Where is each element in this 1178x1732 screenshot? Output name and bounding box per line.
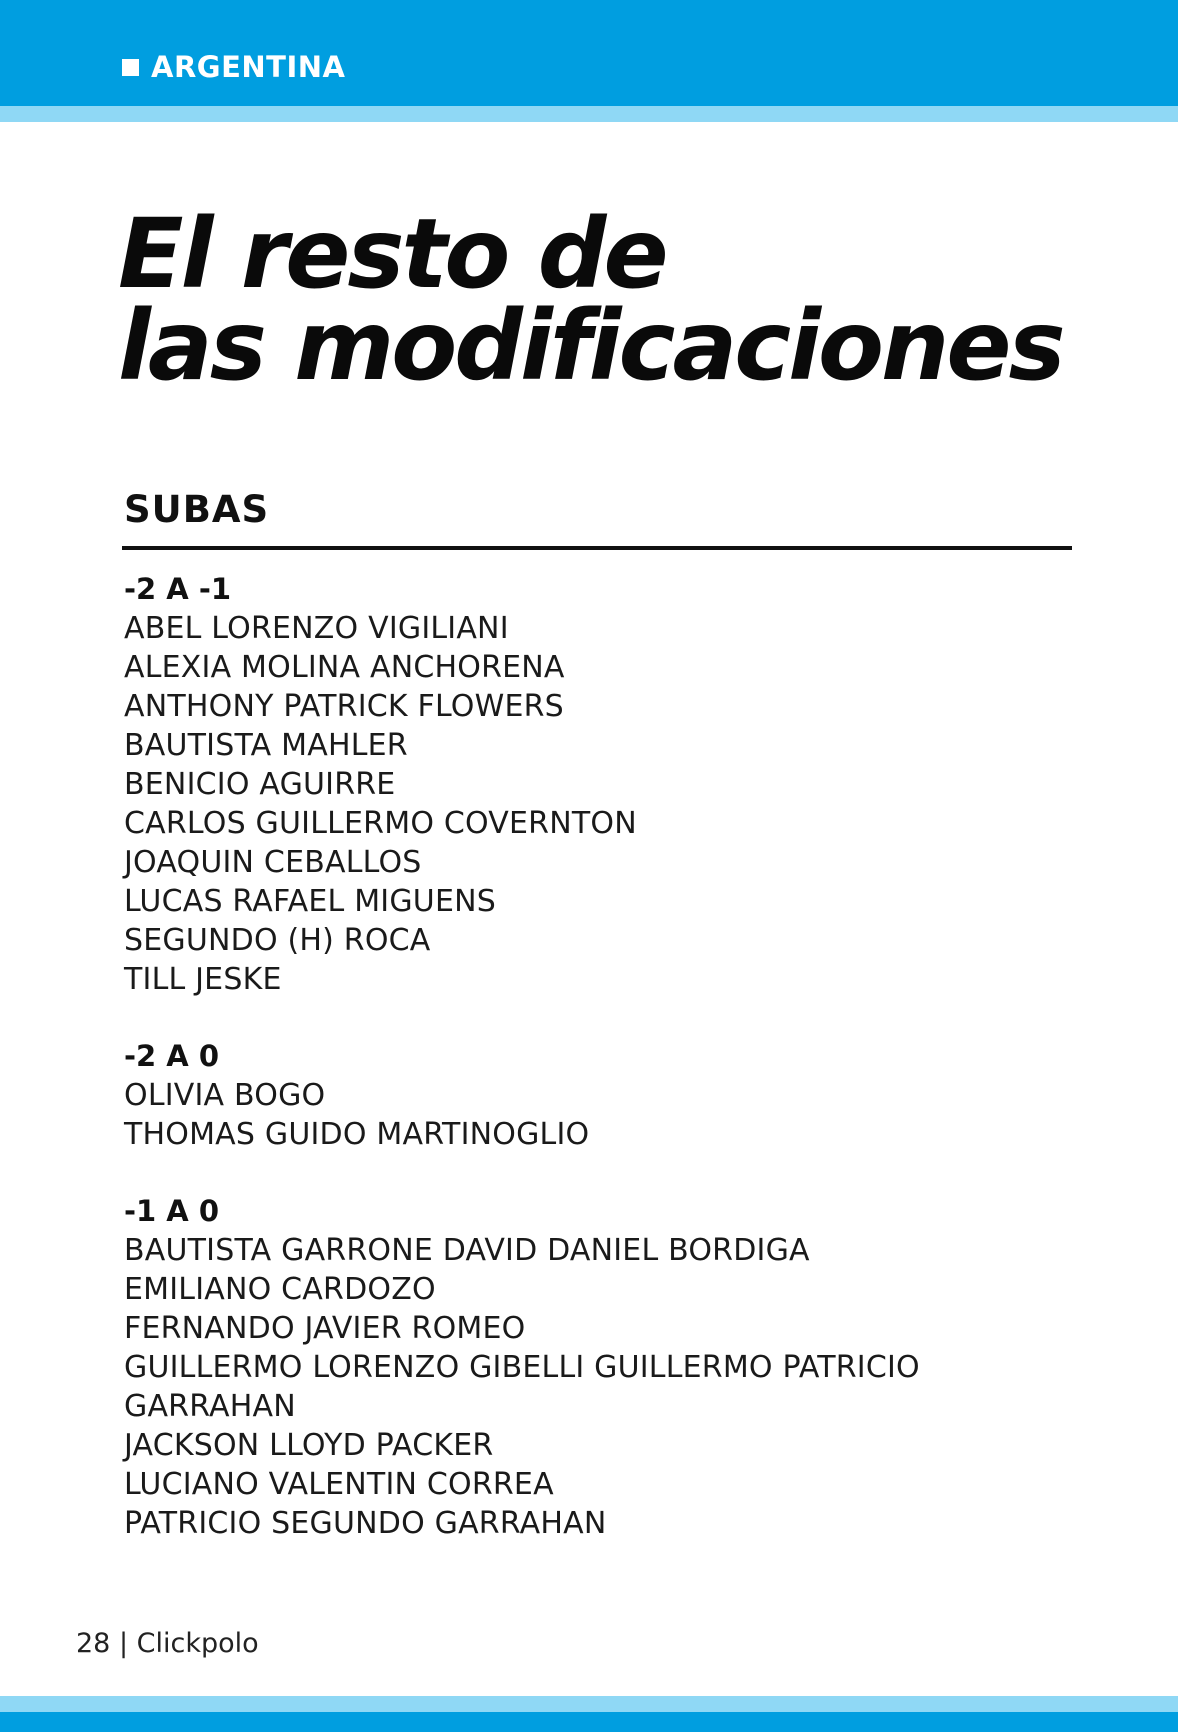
rating-group bbox=[124, 1192, 1084, 1543]
player-name: EMILIANO CARDOZO bbox=[124, 1272, 436, 1307]
section-divider bbox=[122, 546, 1072, 550]
player-name: JACKSON LLOYD PACKER bbox=[124, 1428, 494, 1463]
player-name: FERNANDO JAVIER ROMEO bbox=[124, 1311, 526, 1346]
player-name: ALEXIA MOLINA ANCHORENA bbox=[124, 650, 565, 685]
player-name: GUILLERMO LORENZO GIBELLI GUILLERMO PATRICIO bbox=[124, 1350, 920, 1385]
rating-group-title: -2 A 0 bbox=[124, 1039, 220, 1073]
rating-group bbox=[124, 570, 1084, 999]
page-title bbox=[118, 198, 1078, 402]
square-bullet-icon bbox=[122, 59, 139, 76]
player-name: BAUTISTA MAHLER bbox=[124, 728, 408, 763]
player-name: LUCAS RAFAEL MIGUENS bbox=[124, 884, 496, 919]
player-name: SEGUNDO (H) ROCA bbox=[124, 923, 431, 958]
section-tag-label: ARGENTINA bbox=[151, 50, 346, 84]
section-heading: SUBAS bbox=[124, 488, 270, 531]
player-name: BENICIO AGUIRRE bbox=[124, 767, 396, 802]
player-name: JOAQUIN CEBALLOS bbox=[124, 845, 422, 880]
footer-band bbox=[0, 1712, 1178, 1732]
rating-group bbox=[124, 1037, 1084, 1154]
page-footer: 28 | Clickpolo bbox=[76, 1628, 259, 1659]
rating-group-title: -2 A -1 bbox=[124, 572, 232, 606]
player-name: OLIVIA BOGO bbox=[124, 1078, 326, 1113]
player-name: ABEL LORENZO VIGILIANI bbox=[124, 611, 509, 646]
player-name: GARRAHAN bbox=[124, 1389, 296, 1424]
player-name: ANTHONY PATRICK FLOWERS bbox=[124, 689, 564, 724]
player-name: PATRICIO SEGUNDO GARRAHAN bbox=[124, 1506, 607, 1541]
player-name: BAUTISTA GARRONE DAVID DANIEL BORDIGA bbox=[124, 1233, 810, 1268]
rating-change-groups bbox=[124, 570, 1084, 1581]
player-name: CARLOS GUILLERMO COVERNTON bbox=[124, 806, 637, 841]
player-name: TILL JESKE bbox=[124, 962, 282, 997]
footer-accent-strip bbox=[0, 1696, 1178, 1712]
rating-group-title: -1 A 0 bbox=[124, 1194, 220, 1228]
player-name: LUCIANO VALENTIN CORREA bbox=[124, 1467, 554, 1502]
section-tag bbox=[122, 50, 345, 84]
page-title-line-2: las modificaciones bbox=[118, 290, 1063, 402]
header-accent-strip bbox=[0, 106, 1178, 122]
player-name: THOMAS GUIDO MARTINOGLIO bbox=[124, 1117, 590, 1152]
page-title-line-1: El resto de bbox=[118, 198, 666, 310]
